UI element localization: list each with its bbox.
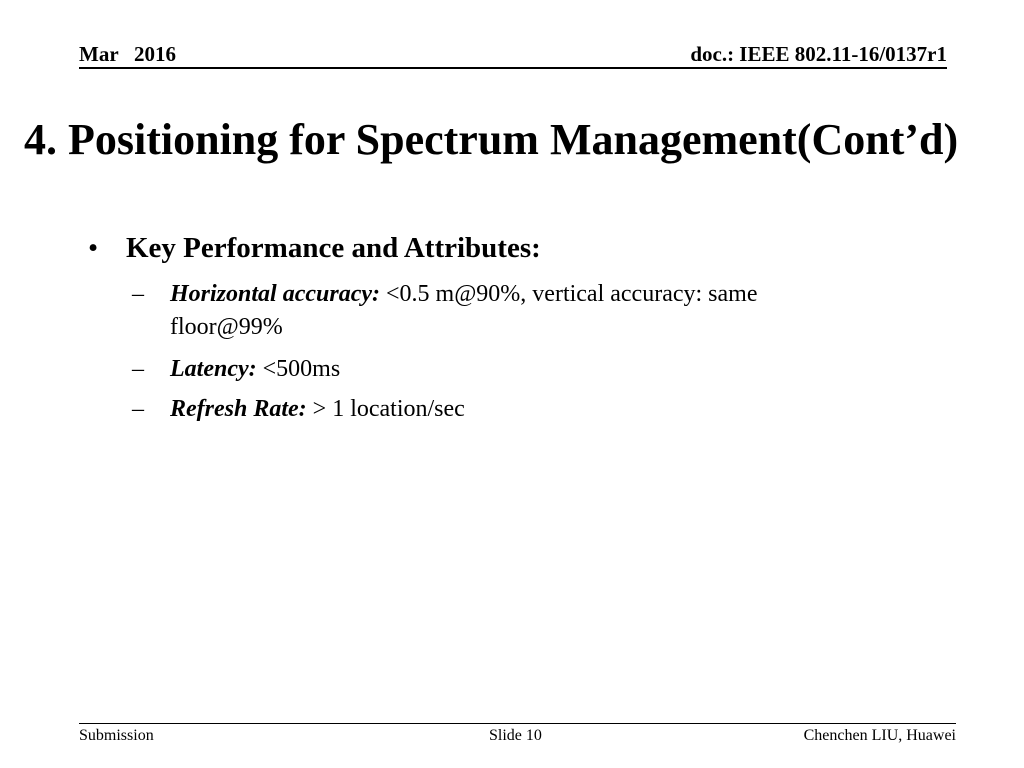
header-doc-id: doc.: IEEE 802.11-16/0137r1 — [690, 42, 947, 66]
dash-icon: – — [132, 356, 144, 382]
footer-submission: Submission — [79, 727, 154, 744]
sub-bullet-text: > 1 location/sec — [306, 396, 465, 422]
footer-slide-number: Slide 10 — [489, 727, 542, 744]
sub-bullet-label: Latency: — [170, 356, 257, 382]
sub-bullet-label: Horizontal accuracy: — [170, 281, 380, 307]
bullet-icon: • — [88, 232, 99, 264]
main-bullet — [88, 229, 541, 267]
header-divider — [79, 67, 947, 69]
bullet-heading: Key Performance and Attributes: — [126, 232, 541, 264]
sub-bullet-text: <500ms — [256, 356, 341, 382]
slide-title: 4. Positioning for Spectrum Management(Cont’d) — [24, 115, 959, 164]
dash-icon: – — [132, 281, 144, 307]
footer-author: Chenchen LIU, Huawei — [803, 727, 956, 744]
header-date: Mar 2016 — [79, 42, 177, 66]
dash-icon: – — [132, 396, 144, 422]
sub-bullet-text-continued: floor@99% — [170, 314, 283, 340]
sub-bullet-refresh-rate — [132, 393, 465, 426]
sub-bullet-label: Refresh Rate: — [170, 396, 307, 422]
sub-bullet-horizontal-accuracy — [132, 278, 912, 344]
footer-divider — [79, 723, 956, 724]
sub-bullet-latency — [132, 353, 340, 386]
sub-bullet-text: <0.5 m@90%, vertical accuracy: same — [380, 281, 758, 307]
